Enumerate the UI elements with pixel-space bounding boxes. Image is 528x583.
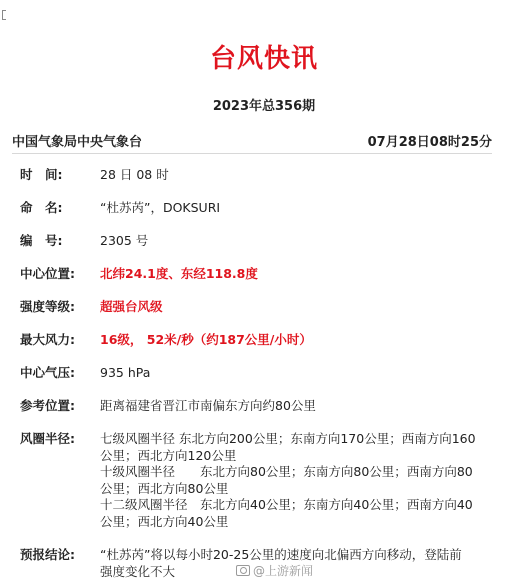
forecast-line: 强度变化不大 — [100, 563, 176, 579]
field-label: 中心气压: — [20, 365, 75, 380]
field-label: 强度等级: — [20, 299, 75, 314]
field-value: 935 hPa — [100, 365, 151, 380]
field-label: 最大风力: — [20, 332, 75, 347]
field-value: “杜苏芮”，DOKSURI — [100, 200, 221, 215]
field-label: 预报结论: — [20, 547, 75, 562]
wind-radius-line: 十二级风圈半径 东北方向40公里；东南方向40公里；西南方向40 — [100, 497, 473, 512]
watermark — [236, 562, 313, 579]
header-divider — [12, 153, 492, 154]
forecast-line: “杜苏芮”将以每小时20-25公里的速度向北偏西方向移动，登陆前 — [100, 547, 462, 562]
field-value: 28 日 08 时 — [100, 167, 169, 182]
field-value: 北纬24.1度、东经118.8度 — [100, 266, 258, 281]
wind-radius-line: 公里；西北方向80公里 — [100, 480, 229, 496]
field-label: 时 间: — [20, 167, 63, 182]
watermark-text: @上游新闻 — [253, 564, 314, 578]
field-value — [100, 431, 498, 530]
field-value: 16级， 52米/秒（约187公里/小时） — [100, 332, 312, 347]
page-title: 台风快讯 — [209, 44, 318, 74]
corner-bracket-icon — [2, 10, 6, 20]
field-label: 中心位置: — [20, 266, 75, 281]
agency-name: 中国气象局中央气象台 — [12, 135, 143, 150]
wind-radius-line: 十级风圈半径 东北方向80公里；东南方向80公里；西南方向80 — [100, 464, 473, 479]
field-label: 风圈半径: — [20, 431, 75, 446]
wind-radius-line: 七级风圈半径 东北方向200公里；东南方向170公里；西南方向160 — [100, 431, 476, 446]
field-label: 参考位置: — [20, 398, 75, 413]
field-value: 2305 号 — [100, 233, 149, 248]
wind-radius-line: 公里；西北方向120公里 — [100, 447, 237, 463]
camera-icon — [236, 565, 250, 576]
wind-radius-line: 公里；西北方向40公里 — [100, 513, 229, 529]
issue-datetime: 07月28日08时25分 — [367, 135, 492, 150]
issue-number: 2023年总356期 — [212, 99, 316, 114]
field-label: 命 名: — [20, 200, 63, 215]
field-value: 超强台风级 — [100, 299, 163, 314]
field-value: 距离福建省晋江市南偏东方向约80公里 — [100, 398, 316, 413]
field-label: 编 号: — [20, 233, 63, 248]
